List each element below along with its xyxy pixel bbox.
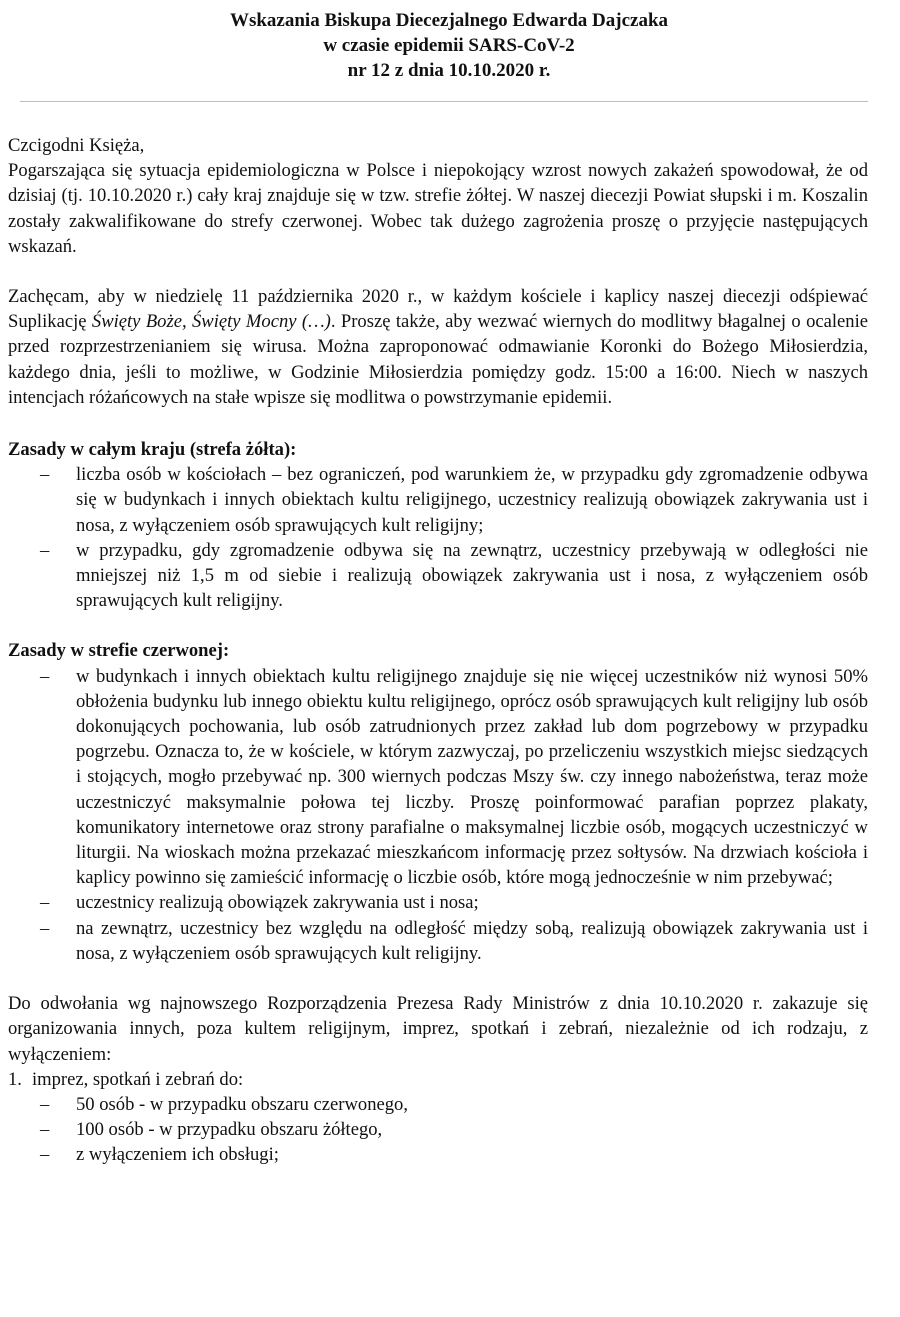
item-number: 1. [8,1068,22,1090]
numbered-item-text: imprez, spotkań i zebrań do: [32,1068,244,1090]
prayer-paragraph [8,284,868,410]
yellow-zone-list [8,462,868,613]
list-item-text: z wyłączeniem ich obsługi; [76,1144,279,1166]
list-item-text: na zewnątrz, uczestnicy bez względu na odległość między sobą, realizują obowiązek zakrywania ust i nosa, z wyłączeniem osób sprawujących kult religijny. [76,917,868,964]
prayer-text-end: . Proszę także, aby wezwać wiernych do modlitwy błagalnej o ocalenie przed rozprzestrzenianiem się wirusa. Można zaproponować odmawianie Koronki do Bożego Miłosierdzia, każdego dnia, jeśli to możliwe, w Godzinie Miłosierdzia pomiędzy godz. 15:00 a 16:00. Niech w naszych intencjach różańcowych na stałe wpisze się modlitwa o powstrzymanie epidemii. [8,311,869,408]
supplication-title: Święty Boże, Święty Mocny (…) [91,311,331,333]
list-item-text: liczba osób w kościołach – bez ograniczeń, pod warunkiem że, w przypadku gdy zgromadzenie odbywa się w budynkach i innych obiektach kultu religijnego, uczestnicy realizują obowiązek zakrywania ust i nosa, z wyłączeniem osób sprawujących kult religijny; [76,464,868,536]
dash-bullet: – [40,917,50,939]
list-item-text: 50 osób - w przypadku obszaru czerwonego, [76,1093,409,1115]
yellow-zone-heading: Zasady w całym kraju (strefa żółta): [8,439,297,461]
dash-bullet: – [40,539,50,561]
list-item [8,538,868,614]
dash-bullet: – [40,892,50,914]
dash-bullet: – [40,1093,50,1115]
list-item [8,1092,868,1117]
prayer-text-start: Zachęcam, aby w niedzielę 11 października 2020 r., w każdym kościele i kaplicy naszej diecezji odśpiewać Suplikację [8,286,868,333]
regulation-paragraph: Do odwołania wg najnowszego Rozporządzenia Prezesa Rady Ministrów z dnia 10.10.2020 r. zakazuje się organizowania innych, poza kultem religijnym, imprez, spotkań i zebrań, niezależnie od ich rodzaju, z wyłączeniem: [8,993,868,1065]
list-item [8,916,868,966]
regulation-list [8,1092,868,1168]
numbered-item [8,1067,868,1092]
list-item-text: 100 osób - w przypadku obszaru żółtego, [76,1119,383,1141]
list-item [8,664,868,891]
red-zone-list [8,664,868,966]
title-line-3: nr 12 z dnia 10.10.2020 r. [347,60,551,81]
document-header [8,8,868,83]
list-item [8,890,868,915]
dash-bullet: – [40,464,50,486]
list-item [8,1142,868,1167]
dash-bullet: – [40,665,50,687]
intro-paragraph: Pogarszająca się sytuacja epidemiologiczna w Polsce i niepokojący wzrost nowych zakażeń spowodował, że od dzisiaj (tj. 10.10.2020 r.) cały kraj znajduje się w tzw. strefie żółtej. W naszej diecezji Powiat słupski i m. Koszalin zostały zakwalifikowane do strefy czerwonej. Wobec tak dużego zagrożenia proszę o przyjęcie następujących wskazań. [8,160,868,257]
list-item-text: uczestnicy realizują obowiązek zakrywania ust i nosa; [76,892,479,914]
dash-bullet: – [40,1144,50,1166]
title-line-2: w czasie epidemii SARS-CoV-2 [323,35,575,56]
red-zone-heading: Zasady w strefie czerwonej: [8,640,230,662]
greeting: Czcigodni Księża, [8,135,145,156]
list-item [8,1117,868,1142]
list-item-text: w budynkach i innych obiektach kultu religijnego znajduje się nie więcej uczestników niż wynosi 50% obłożenia budynku lub innego obiektu kultu religijnego, oprócz osób sprawujących kult religijny lub osób dokonujących pochowania, lub osób zatrudnionych przez zakład lub dom pogrzebowy w przypadku pogrzebu. Oznacza to, że w kościele, w którym zazwyczaj, po przeliczeniu wszystkich miejsc siedzących i stojących, mogło przebywać np. 300 wiernych podczas Mszy św. czy innego nabożeństwa, teraz może uczestniczyć maksymalnie połowa tej liczby. Proszę poinformować parafian poprzez plakaty, komunikatory internetowe oraz strony parafialne o maksymalnej liczbie osób, mogących uczestniczyć w liturgii. Na wioskach można przekazać mieszkańcom informację przez sołtysów. Na drzwiach kościoła i kaplicy powinno się zamieścić informację o liczbie osób, które mogą jednocześnie w nim przebywać; [76,665,868,889]
header-divider [20,101,868,102]
dash-bullet: – [40,1119,50,1141]
title-line-1: Wskazania Biskupa Diecezjalnego Edwarda Dajczaka [229,10,669,31]
list-item [8,462,868,538]
list-item-text: w przypadku, gdy zgromadzenie odbywa się na zewnątrz, uczestnicy przebywają w odległości nie mniejszej niż 1,5 m od siebie i realizują obowiązek zakrywania ust i nosa, z wyłączeniem osób sprawujących kult religijny. [76,539,868,612]
